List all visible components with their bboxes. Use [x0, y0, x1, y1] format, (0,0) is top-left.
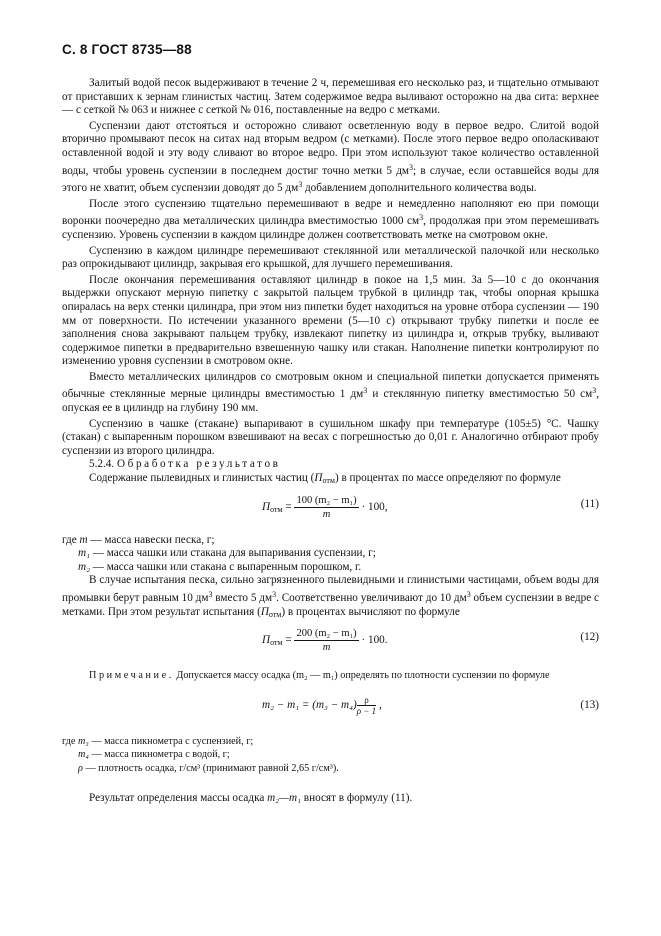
- definition-item: где m — масса навески песка, г;: [62, 533, 215, 546]
- definition-item: ρ — плотность осадка, г/см³ (принимают равной 2,65 г/см³).: [78, 762, 339, 774]
- paragraph: Результат определения массы осадка m₂—m₁ вносят в формулу (11).: [89, 791, 413, 804]
- paragraph: Залитый водой песок выдерживают в течение 2 ч, перемешивая его несколько раз, и тщательно отмывают от приставших к зернам глинистых частиц. Затем содержимое ведра выливают осторожно на два сита: верхнее — с сеткой № 063 и нижнее с сеткой № 016, поставленные на ведро с метками.: [62, 77, 599, 117]
- paragraph: В случае испытания песка, сильно загрязненного пылевидными и глинистыми частицами, объем воды для промывки берут равным 10 $дм^3$ вместо 5 $дм^3$. Соответственно увеличивают до 10 $дм^3$ объем суспензии в ведре с метками. При этом результат испытания $(П_{отм})$ в процентах вычисляют по формуле: [62, 574, 599, 619]
- paragraph: После окончания перемешивания оставляют цилиндр в покое на 1,5 мин. За 5—10 с до окончания выдержки опускают мерную пипетку с закрытой пальцем трубкой в цилиндр так, чтобы опорная крышка опиралась на верх стенки цилиндра, при этом низ пипетки будет находиться на уровне отбора суспензии — 190 мм от поверхности. По истечении указанного времени (5—10 с) открывают трубку пипетки и после ее заполнения снова закрывают пальцем трубку, извлекают пипетку из цилиндра и, открыв трубку, выливают содержимое пипетки в предварительно взвешенную чашку или стакан. Наполнение пипетки контролируют по изменению уровня суспензии в смотровом окне.: [62, 273, 599, 368]
- paragraph: Содержание пылевидных и глинистых частиц $(П_{отм})$ в процентах по массе определяют по формуле: [89, 472, 561, 486]
- note: Примечание. Допускается массу осадка (m₂ — m₁) определять по плотности суспензии по формуле: [89, 670, 550, 682]
- equation-number: (13): [580, 698, 599, 711]
- formula-13: m₂ − m₁ = (m₃ − m₄) $\frac{\rho}{\rho - 1}$ , (13): [262, 694, 599, 716]
- page-header: С. 8 ГОСТ 8735—88: [62, 42, 192, 57]
- equation-number: (11): [580, 497, 599, 510]
- equation-number: (12): [580, 631, 599, 644]
- definitions-list: [62, 534, 599, 575]
- formula-12: $П_{отм}$ = $\frac{\text{200 (m₂ − m₁)}}{m}$ · 100. (12): [262, 628, 599, 654]
- paragraph: Суспензию в чашке (стакане) выпаривают в сушильном шкафу при температуре (105±5) °С. Чашку (стакан) с выпаренным порошком взвешивают на весах с погрешностью до 0,01 г. Аналогично отбирают пробу суспензии из второго цилиндра.: [62, 417, 599, 457]
- paragraph: Вместо металлических цилиндров со смотровым окном и специальной пипетки допускается применять обычные стеклянные мерные цилиндры вместимостью 1 $дм^3$ и стеклянную пипетку вместимостью 50 $см^3$, опуская ее в цилиндр на глубину 190 мм.: [62, 370, 599, 415]
- definitions-list: [62, 735, 599, 776]
- definition-item: m₄ — масса пикнометра с водой, г;: [78, 749, 230, 761]
- definition-item: m₁ — масса чашки или стакана для выпаривания суспензии, г;: [78, 547, 376, 560]
- paragraph: После этого суспензию тщательно перемешивают в ведре и немедленно наполняют ею при помощи воронки поочередно два металлических цилиндра вместимостью 1000 $см^3$, продолжая при этом перемешивать суспензию. Уровень суспензии в каждом цилиндре должен соответствовать метке на смотровом окне.: [62, 197, 599, 241]
- paragraph: Суспензию в каждом цилиндре перемешивают стеклянной или металлической палочкой или несколько раз опрокидывают цилиндр, закрывая его крышкой, для лучшего перемешивания.: [62, 244, 599, 271]
- paragraph: Суспензии дают отстояться и осторожно сливают осветленную воду в первое ведро. Слитой водой вторично промывают песок на ситах над вторым ведром (с метками). После этого первое ведро ополаскивают оставленной водой и эту воду сливают во второе ведро. При этом используют такое количество оставленной воды, чтобы уровень суспензии в последнем достиг точно метки 5 $дм^3$; в случае, если оставшейся воды для этого не хватит, объем суспензии доводят до 5 $дм^3$ добавлением дополнительного количества воды.: [62, 119, 599, 195]
- formula-11: $П_{отм}$ = $\frac{\text{100 (m₂ − m₁)}}{m}$ · 100, (11): [262, 494, 599, 520]
- document-body: [62, 77, 599, 805]
- section-heading: 5.2.4. Обработка результатов: [89, 458, 281, 471]
- definition-item: m₂ — масса чашки или стакана с выпаренным порошком, г.: [78, 560, 362, 573]
- definition-item: где m₃ — масса пикнометра с суспензией, г;: [62, 735, 254, 747]
